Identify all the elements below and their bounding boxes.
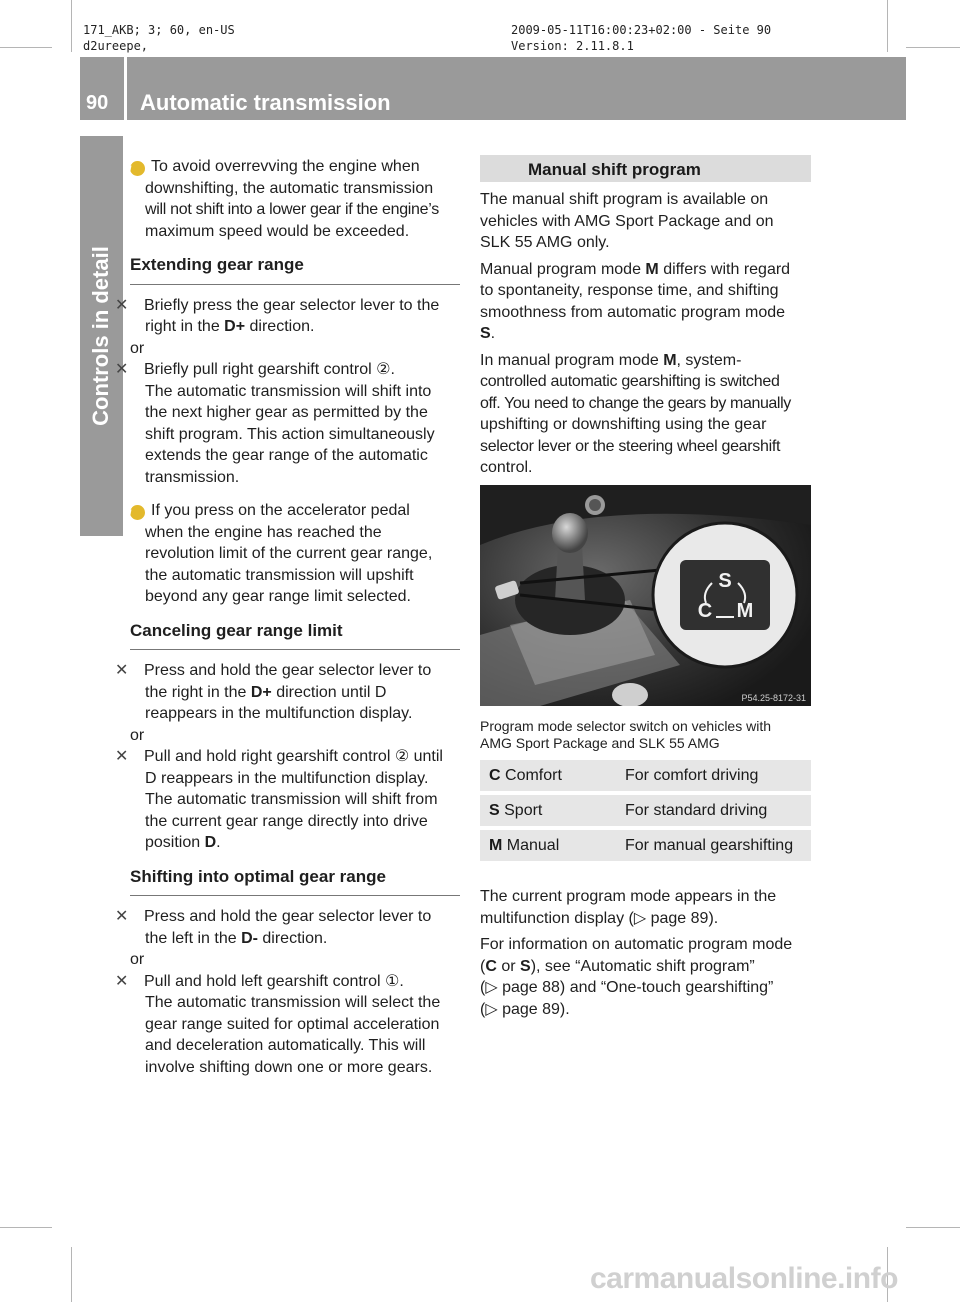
mode-cell: M Manual xyxy=(480,830,616,861)
para-availability: The manual shift program is available on vehicles with AMG Sport Package and on SLK 55 AMG only. xyxy=(480,191,774,251)
mode-desc-cell: For manual gearshifting xyxy=(616,830,811,861)
sidebar-label-text: Controls in detail xyxy=(88,246,113,426)
info-icon: i xyxy=(130,505,145,520)
crop-mark xyxy=(71,1247,72,1302)
arrow-bullet-icon: ✕ xyxy=(115,361,129,378)
heading-optimal: Shifting into optimal gear range xyxy=(130,866,386,886)
step-ext-1: ✕ Briefly press the gear selector lever to the right in the D+ direction. xyxy=(115,296,440,335)
switch-letter-s: S xyxy=(718,570,732,592)
meta-lang: d2ureepe, xyxy=(83,39,149,53)
page-ref-icon: ▷ xyxy=(633,909,647,927)
meta-right xyxy=(511,22,771,54)
meta-left xyxy=(83,22,235,54)
or-text: or xyxy=(130,951,145,968)
arrow-bullet-icon: ✕ xyxy=(115,908,129,925)
crop-mark xyxy=(0,47,52,48)
arrow-bullet-icon: ✕ xyxy=(115,662,129,679)
heading-extending: Extending gear range xyxy=(130,255,304,274)
arrow-bullet-icon: ✕ xyxy=(115,296,129,314)
mode-cell: S Sport xyxy=(480,795,616,826)
crop-mark xyxy=(71,0,72,52)
table-row xyxy=(480,760,811,791)
switch-letter-c: C xyxy=(697,600,713,622)
sidebar-label xyxy=(80,136,123,536)
table-row xyxy=(480,795,811,826)
para-display: The current program mode appears in the multifunction display (▷ page 89). xyxy=(480,888,777,927)
page-ref-icon: ▷ xyxy=(485,979,498,996)
right-column xyxy=(480,189,815,479)
step-cancel-2: ✕ Pull and hold right gearshift control ② until D reappears in the multifunction display. The automatic transmission will shift from the current gear range directly into drive position D. xyxy=(115,748,443,851)
step-opt-1: ✕ Press and hold the gear selector lever to the left in the D- direction. xyxy=(115,908,432,947)
meta-doc-id: 171_AKB; 3; 60, en-US xyxy=(83,23,235,37)
info-note-accelerator: i If you press on the accelerator pedal when the engine has reached the revolution limit of the current gear range, the automatic transmission will upshift beyond any gear range limit selected. xyxy=(128,502,433,605)
photo-code: P54.25-8172-31 xyxy=(741,693,806,703)
crop-mark xyxy=(906,47,960,48)
right-column-lower xyxy=(480,886,815,1020)
meta-timestamp: 2009-05-11T16:00:23+02:00 - Seite 90 xyxy=(511,23,772,37)
page-ref-icon: ▷ xyxy=(485,1000,498,1018)
meta-version: Version: 2.11.8.1 xyxy=(511,39,634,53)
gear-selector-photo xyxy=(480,485,811,706)
info-icon: i xyxy=(130,161,145,176)
heading-canceling: Canceling gear range limit xyxy=(130,620,343,640)
header-divider xyxy=(124,57,127,120)
crop-mark xyxy=(887,0,888,52)
left-column xyxy=(115,156,460,1078)
arrow-bullet-icon: ✕ xyxy=(115,972,129,990)
or-text: or xyxy=(130,726,145,744)
para-mode-m: Manual program mode M differs with regard to spontaneity, response time, and shifting smoothness from automatic program mode S. xyxy=(480,260,791,342)
or-text: or xyxy=(130,339,145,357)
crop-mark xyxy=(0,1227,52,1228)
table-row xyxy=(480,830,811,861)
section-title: Manual shift program xyxy=(528,160,701,179)
page-title: Automatic transmission xyxy=(140,90,391,115)
modes-table-wrap xyxy=(480,756,811,865)
step-opt-2: ✕ Pull and hold left gearshift control ①. The automatic transmission will select the gear range suited for optimal acceleration and deceleration automatically. This will involve shifting down one or more gears. xyxy=(115,972,441,1076)
watermark: carmanualsonline.info xyxy=(590,1262,898,1295)
program-modes-table xyxy=(480,756,811,865)
mode-cell: C Comfort xyxy=(480,760,616,791)
crop-mark xyxy=(906,1227,960,1228)
arrow-bullet-icon: ✕ xyxy=(115,748,129,765)
para-manual-mode: In manual program mode M, system- controlled automatic gearshifting is switched off. You need to change the gears by manually upshifting or downshifting using the gear selector lever or the steering wheel gearshift control. xyxy=(480,351,791,476)
step-ext-2: ✕ Briefly pull right gearshift control ②. The automatic transmission will shift into the next higher gear as permitted by the shift program. This action simultaneously extends the gear range of the automatic transmission. xyxy=(115,361,435,486)
mode-desc-cell: For comfort driving xyxy=(616,760,811,791)
photo-caption: Program mode selector switch on vehicles with AMG Sport Package and SLK 55 AMG xyxy=(480,718,772,751)
step-cancel-1: ✕ Press and hold the gear selector lever to the right in the D+ direction until D reappears in the multifunction display. xyxy=(115,662,432,722)
info-note-overrev: i To avoid overrevving the engine when downshifting, the automatic transmission will not shift into a lower gear if the engine’s maximum speed would be exceeded. xyxy=(128,158,439,240)
page-number: 90 xyxy=(86,92,109,114)
switch-letter-m: M xyxy=(736,600,754,622)
para-more-info: For information on automatic program mode (C or S), see “Automatic shift program” (▷ page 88) and “One-touch gearshifting” (▷ page 89). xyxy=(480,936,793,1018)
mode-desc-cell: For standard driving xyxy=(616,795,811,826)
gear-selector-illustration xyxy=(480,485,811,706)
